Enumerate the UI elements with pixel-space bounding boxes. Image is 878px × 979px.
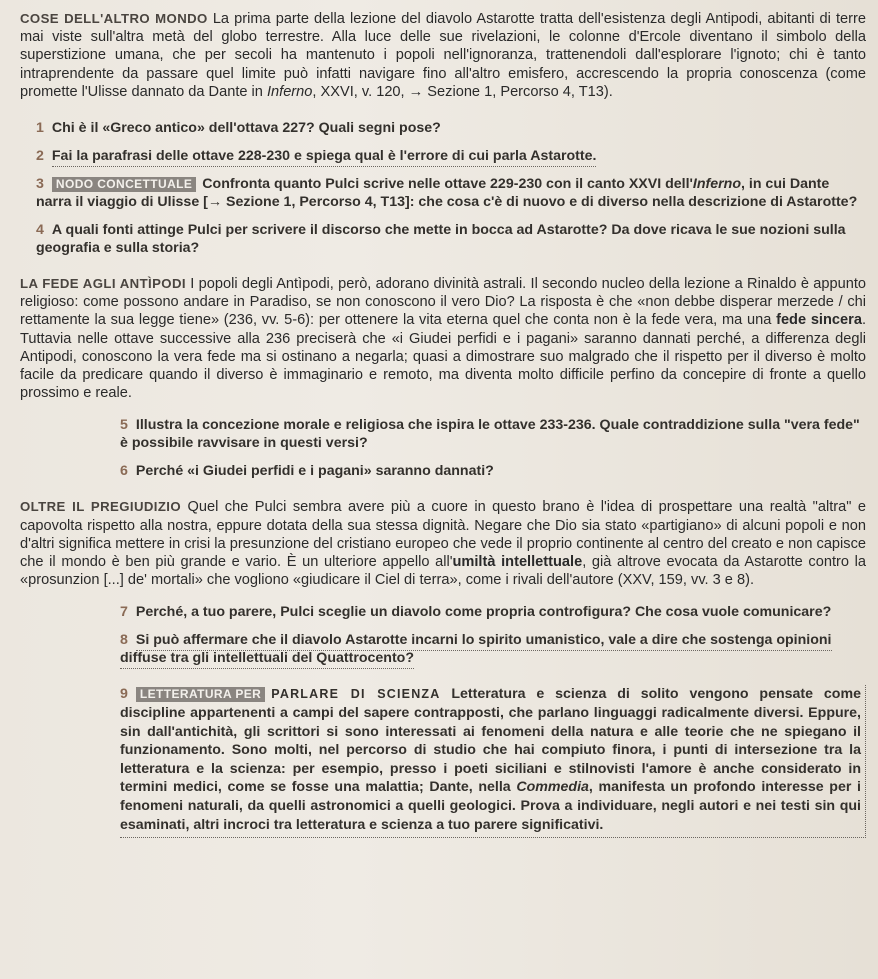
question-text: Illustra la concezione morale e religiosa che ispira le ottave 233-236. Quale contraddizione sulla "vera fede" è possibile ravvisare in questi versi? (120, 417, 860, 452)
question-number: 5 (120, 417, 128, 434)
section3-text-b: , già altrove evocata da Astarotte contro la «prosunzion [...] de' mortali» che vogliono «giudicare il Ciel di terra», come i rivali dell'autore (XXV, 159, vv. 3 e 8). (20, 554, 866, 589)
question-9-text-a: Letteratura e scienza di solito vengono pensate come discipline appartenenti a campi del sapere contrapposti, che parlano linguaggi radicalmente diversi. Eppure, sin dall'antichità, gli scrittori si sono interessati ai fenomeni della natura e alle teorie che ne spiegano il funzionamento. Sono molti, nel percorso di studio che hai compiuto finora, i punti di intersezione tra la letteratura e la scienza: per esempio, presso i poeti siciliani e stilnovisti l'amore è anche considerato in termini medici, come se fosse una malattia; Dante, nella (120, 686, 861, 796)
question-number: 2 (36, 148, 44, 165)
question-9 (120, 685, 866, 838)
letteratura-per-tag: LETTERATURA PER (136, 687, 265, 702)
question-number: 9 (120, 686, 128, 703)
question-text: Perché «i Giudei perfidi e i pagani» saranno dannati? (135, 463, 494, 480)
intro-lead: COSE DELL'ALTRO MONDO (20, 11, 208, 26)
intro-ref-title: Inferno (266, 83, 313, 100)
question-9-label: PARLARE DI SCIENZA (271, 687, 441, 702)
question-9-text-italic: Commedia (516, 779, 589, 796)
question-4 (36, 221, 866, 257)
question-8 (120, 631, 866, 667)
question-number: 1 (36, 120, 44, 137)
section2-text-a: I popoli degli Antìpodi, però, adorano divinità astrali. Il secondo nucleo della lezione a Rinaldo è appunto religioso: come possono andare in Paradiso, se non conoscono il vero Dio? La risposta è che «non debbe disperar merzede / chi rettamente la sua legge tiene» (236, vv. 5-6): per ottenere la vita eterna quel che conta non è la fede vera, ma una (20, 276, 867, 329)
section-oltre-pregiudizio (20, 498, 866, 589)
question-number: 6 (120, 463, 128, 480)
question-7 (120, 603, 866, 621)
intro-paragraph (20, 10, 866, 101)
nodo-concettuale-tag: NODO CONCETTUALE (52, 177, 196, 192)
question-text: Si può affermare che il diavolo Astarotte incarni lo spirito umanistico, vale a dire che sostenga opinioni diffuse tra gli intellettuali del Quattrocento? (120, 632, 832, 669)
question-9-box (120, 685, 866, 838)
question-number: 4 (36, 222, 44, 239)
section2-text-b: . Tuttavia nelle ottave successive alla 236 preciserà che «i Giudei perfidi e i pagani» saranno dannati perché, a differenza degli Antipodi, conoscono la vera fede ma si ostinano a negarla; quasi a dimostrare suo malgrado che il rispetto per il diverso è molto facile da predicare quando il diverso è immaginario e remoto, ma diventa molto difficile perfino da concepire di fronte a quello prossimo e reale. (20, 312, 866, 402)
question-6 (120, 462, 866, 480)
section2-bold: fede sincera (776, 312, 862, 329)
question-text: A quali fonti attinge Pulci per scrivere il discorso che mette in bocca ad Astarotte? Da dove ricava le sue nozioni sulla geografia e sulla storia? (36, 222, 846, 257)
question-text: , in cui Dante narra il viaggio di Ulisse [→ Sezione 1, Percorso 4, T13]: che cosa c'è di nuovo e di diverso nella descrizione di Astarotte? (36, 176, 858, 211)
question-9-text-b: , manifesta un profondo interesse per i fenomeni naturali, da quelli astronomici a quelli geologici. Prova a individuare, negli autori e nei testi sin qui esaminati, altri incroci tra letteratura e scienza a tuo parere significativi. (120, 779, 861, 833)
question-2 (36, 147, 866, 165)
section3-bold: umiltà intellettuale (452, 554, 583, 571)
questions-block-c (120, 603, 866, 667)
question-3 (36, 175, 866, 211)
intro-text: La prima parte della lezione del diavolo Astarotte tratta dell'esistenza degli Antipodi, abitanti di terre mai viste sull'altra metà del globo terrestre. Alla luce delle sue rivelazioni, le colonne d'Ercole diventano il simbolo della superstizione umana, che per secoli ha mantenuto i popoli nell'ignoranza, trattenendoli dall'esplorare l'ignoto; chi è tanto intraprendente da passare quel limite può infatti navigare fino all'altro emisfero, accrescendo la propria conoscenza (come promette l'Ulisse dannato da Dante in (20, 11, 867, 100)
question-number: 8 (120, 632, 128, 649)
section-fede-antipodi (20, 275, 866, 402)
questions-block-a (36, 119, 866, 257)
question-1 (36, 119, 866, 137)
question-text: Confronta quanto Pulci scrive nelle ottave 229-230 con il canto XXVI dell' (202, 176, 693, 193)
question-number: 7 (120, 604, 128, 621)
section3-text-a: Quel che Pulci sembra avere più a cuore in questo brano è l'idea di prospettare una realtà "altra" e capovolta rispetto alla nostra, eppure dotata della sua stessa dignità. Negare che Dio sia stato «partigiano» di alcuni popoli e non d'altri significa mettere in crisi la presunzione del cristiano europeo che vede il proprio continente al centro del creato e non capisce che il mondo è ben più grande e vario. È un ulteriore appello all' (20, 499, 866, 571)
question-number: 3 (36, 176, 44, 193)
section2-lead: LA FEDE AGLI ANTÌPODI (20, 276, 186, 292)
intro-ref-tail: , XXVI, v. 120, → Sezione 1, Percorso 4, T13). (312, 83, 613, 100)
question-text: Chi è il «Greco antico» dell'ottava 227? Quali segni pose? (51, 120, 441, 137)
section3-lead: OLTRE IL PREGIUDIZIO (20, 499, 182, 515)
question-text-italic: Inferno (692, 176, 741, 193)
question-text: Perché, a tuo parere, Pulci sceglie un diavolo come propria controfigura? Che cosa vuole comunicare? (135, 604, 832, 621)
questions-block-b (120, 416, 866, 480)
question-5 (120, 416, 866, 452)
question-text: Fai la parafrasi delle ottave 228-230 e spiega qual è l'errore di cui parla Astarotte. (52, 148, 597, 167)
